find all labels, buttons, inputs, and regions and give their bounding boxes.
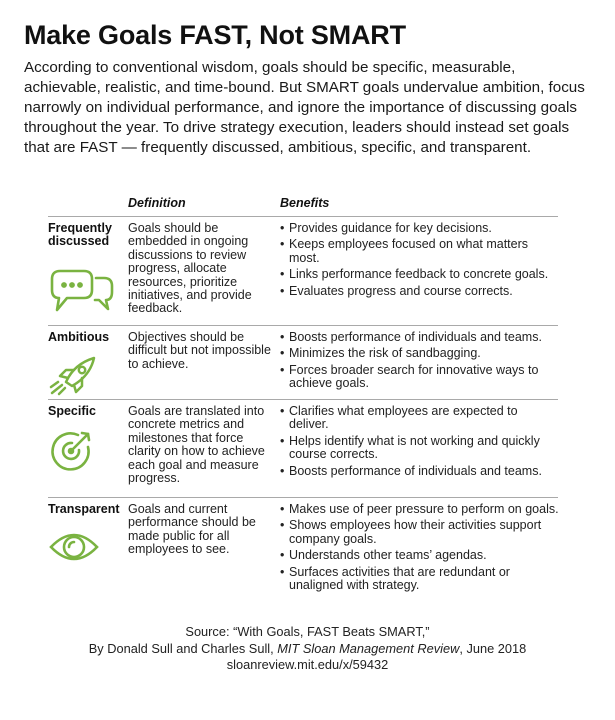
benefit-item: • Forces broader search for innovative ways to achieve goals. [280, 364, 560, 391]
row-name: Transparent [48, 502, 120, 516]
benefits-header: Benefits [280, 196, 330, 210]
definition-header: Definition [128, 196, 186, 210]
target-icon [48, 429, 96, 473]
row-definition: Goals are translated into concrete metrics and milestones that force clarity on how to achieve each goal and measure progress. [128, 404, 265, 486]
table-header [48, 196, 558, 216]
rocket-icon [48, 352, 104, 396]
row-name: Specific [48, 404, 96, 418]
source-url: sloanreview.mit.edu/x/59432 [226, 657, 389, 672]
page-title: Make Goals FAST, Not SMART [24, 20, 406, 50]
benefit-item: • Links performance feedback to concrete goals. [280, 268, 560, 281]
benefit-item: • Boosts performance of individuals and teams. [280, 331, 560, 344]
benefit-item: • Provides guidance for key decisions. [280, 222, 560, 235]
benefits-list [280, 405, 560, 481]
row-definition: Objectives should be difficult but not impossible to achieve. [128, 330, 271, 371]
table-row-transparent [48, 497, 558, 615]
eye-icon [48, 525, 100, 569]
benefit-item: • Shows employees how their activities support company goals. [280, 519, 560, 546]
table-row-specific [48, 399, 558, 497]
benefit-item: • Minimizes the risk of sandbagging. [280, 347, 560, 360]
benefits-list [280, 222, 560, 301]
table-row-frequently-discussed [48, 216, 558, 325]
row-definition: Goals and current performance should be made public for all employees to see. [128, 502, 256, 557]
benefit-item: • Helps identify what is not working and quickly course corrects. [280, 435, 560, 462]
benefit-item: • Evaluates progress and course corrects. [280, 285, 560, 298]
benefit-item: • Surfaces activities that are redundant or unaligned with strategy. [280, 566, 560, 593]
speech-bubbles-icon [48, 261, 118, 317]
benefit-item: • Understands other teams’ agendas. [280, 549, 560, 562]
benefit-item: • Makes use of peer pressure to perform on goals. [280, 503, 560, 516]
benefit-item: • Keeps employees focused on what matters most. [280, 238, 560, 265]
intro-paragraph: According to conventional wisdom, goals should be specific, measurable, achievable, realistic, and time-bound. But SMART goals undervalue ambition, focus narrowly on individual performance, and ignore the importance of discussing goals throughout the year. To drive strategy execution, leaders should instead set goals that are FAST — frequently discussed, ambitious, specific, and transparent. [24, 59, 585, 156]
source-line-1: Source: “With Goals, FAST Beats SMART,” [185, 624, 430, 639]
source-date: , June 2018 [459, 640, 527, 656]
benefit-item: • Clarifies what employees are expected to deliver. [280, 405, 560, 432]
benefits-list [280, 331, 560, 394]
benefits-list [280, 503, 560, 595]
source-citation [0, 624, 615, 674]
row-name: Frequently discussed [48, 221, 112, 249]
fast-goals-table [48, 196, 558, 615]
table-row-ambitious [48, 325, 558, 399]
source-authors: By Donald Sull and Charles Sull, [88, 640, 278, 656]
row-definition: Goals should be embedded in ongoing discussions to review progress, allocate resources, prioritize initiatives, and provide feedback. [128, 221, 252, 316]
source-line-2 [0, 641, 615, 658]
row-name: Ambitious [48, 330, 110, 344]
benefit-item: • Boosts performance of individuals and teams. [280, 465, 560, 478]
source-journal: MIT Sloan Management Review [277, 640, 460, 656]
